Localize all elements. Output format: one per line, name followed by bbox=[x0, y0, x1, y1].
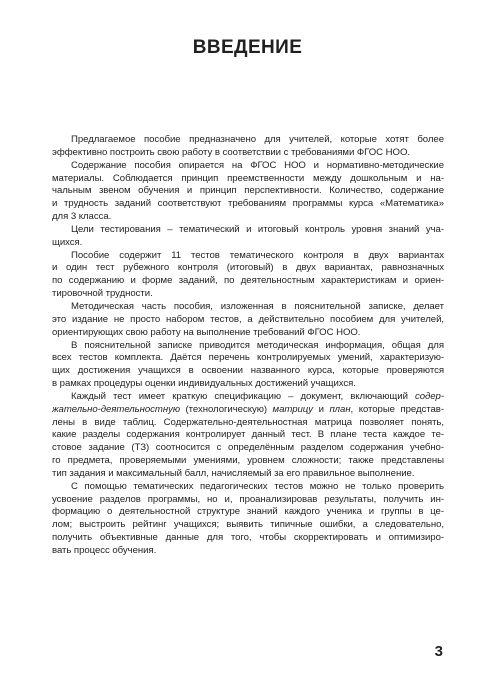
paragraph bbox=[52, 160, 444, 224]
text-line: тип задания и максимальный балл, начисляемый за его правильное выполнение. bbox=[52, 467, 415, 479]
body-text bbox=[52, 134, 444, 558]
paragraph bbox=[52, 250, 444, 301]
text-line: Содержание пособия опирается на ФГОС НОО и нормативно-методические bbox=[71, 159, 444, 171]
paragraph bbox=[52, 301, 444, 340]
text-line: лом; выстроить рейтинг учащихся; выявить типичные ошибки, а следовательно, bbox=[52, 519, 444, 531]
text-line: это издание не просто набором тестов, а действительно пособием для учителей, bbox=[52, 313, 444, 325]
text-line: вать процесс обучения. bbox=[52, 545, 157, 556]
text-line: жательно-деятельностную (технологическую) матрицу и план, которые представ- bbox=[52, 403, 444, 415]
page-number: 3 bbox=[434, 643, 443, 660]
text-line: го предмета, проверяемыми умениями, уровнем сложности; также представлены bbox=[52, 455, 444, 467]
text-line: лены в виде таблиц. Содержательно-деятельностная матрица позволяет понять, bbox=[52, 416, 444, 428]
text-line: получить объективные данные для того, чтобы скорректировать и оптимизиро- bbox=[52, 532, 444, 544]
paragraph bbox=[52, 134, 444, 160]
text-line: в рамках процедуры оценки индивидуальных достижений учащихся. bbox=[52, 378, 356, 390]
text-line: Предлагаемое пособие предназначено для учителей, которые хотят более bbox=[71, 134, 444, 145]
paragraph bbox=[52, 340, 444, 391]
text-line: Каждый тест имеет краткую спецификацию – документ, включающий содер- bbox=[71, 390, 444, 402]
text-line: материалы. Соблюдается принцип преемственности между дошкольным и на- bbox=[52, 172, 444, 184]
text-line: какие разделы содержания контролирует данный тест. В плане теста каждое те- bbox=[52, 429, 444, 441]
text-line: щихся. bbox=[52, 236, 83, 248]
text-line: стовое задание (ТЗ) соотносится с определённым разделом содержания учебно- bbox=[52, 442, 444, 454]
text-line: Методическая часть пособия, изложенная в пояснительной записке, делает bbox=[71, 300, 444, 312]
text-line: чальным звеном обучения и принцип перспективности. Количество, содержание bbox=[52, 185, 444, 197]
text-line: В пояснительной записке приводится методическая информация, общая для bbox=[71, 339, 444, 351]
text-line: Пособие содержит 11 тестов тематического контроля в двух вариантах bbox=[71, 249, 444, 261]
text-line: ориентирующих свою работу на выполнение требований ФГОС НОО. bbox=[52, 326, 361, 338]
text-line: эффективно построить свою работу в соответствии с требованиями ФГОС НОО. bbox=[52, 146, 410, 158]
text-line: формацию о деятельностной структуре знаний каждого ученика и группы в це- bbox=[52, 506, 444, 518]
text-line: по содержанию и форме заданий, по деятельностным характеристикам и ориен- bbox=[52, 275, 444, 287]
text-line: всех тестов комплекта. Даётся перечень контролируемых умений, характеризую- bbox=[52, 352, 444, 364]
paragraph bbox=[52, 481, 444, 558]
text-line: тировочной трудности. bbox=[52, 288, 153, 300]
text-line: Цели тестирования – тематический и итоговый контроль уровня знаний уча- bbox=[71, 223, 444, 235]
paragraph bbox=[52, 224, 444, 250]
text-line: усвоение разделов программы, но и, проанализировав результаты, получить ин- bbox=[52, 493, 444, 505]
text-line: С помощью тематических педагогических тестов можно не только проверить bbox=[71, 480, 444, 492]
text-line: и трудность заданий соответствуют требованиям программы курса «Математика» bbox=[52, 198, 444, 210]
text-line: и один тест рубежного контроля (итоговый) в двух вариантах, равнозначных bbox=[52, 262, 444, 274]
text-line: для 3 класса. bbox=[52, 211, 112, 223]
paragraph bbox=[52, 391, 444, 481]
page-title: ВВЕДЕНИЕ bbox=[192, 37, 303, 58]
text-line: щих достижения учащихся в освоении названного курса, которые проверяются bbox=[52, 365, 444, 377]
